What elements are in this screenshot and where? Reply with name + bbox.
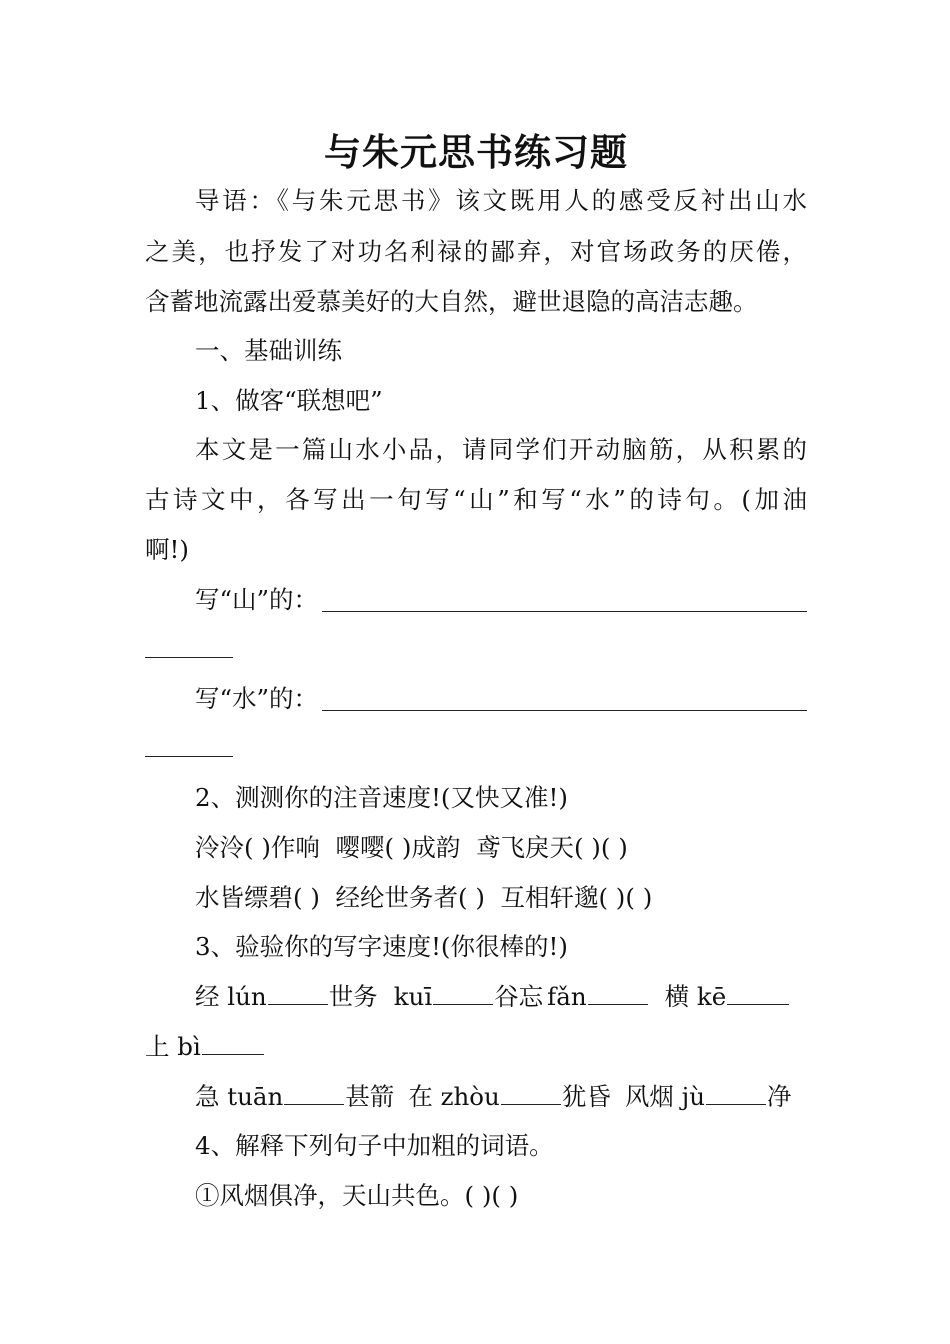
pinyin-item-lun: 经 lún 世务 bbox=[195, 982, 378, 1011]
write-blank-bi[interactable] bbox=[202, 1030, 264, 1055]
document-page bbox=[145, 0, 807, 1344]
answer-row-water-cont bbox=[145, 729, 807, 769]
question-3-row-1b bbox=[145, 1027, 807, 1067]
pinyin-item-ke: 横 kē bbox=[665, 977, 791, 1017]
pinyin-item-tuan: 急 tuān 甚箭 bbox=[195, 1082, 395, 1111]
answer-row-mountain bbox=[145, 580, 807, 620]
pinyin-item-bi: 上 bì bbox=[145, 1027, 265, 1067]
question-2-label: 2、测测你的注音速度!(又快又准!) bbox=[195, 783, 568, 812]
answer-blank-mountain-cont[interactable] bbox=[145, 631, 233, 658]
write-blank-kui[interactable] bbox=[433, 980, 493, 1005]
question-2-row-2: 水皆缥碧( ) 经纶世务者( ) 互相轩邈( )( ) bbox=[195, 883, 653, 912]
answer-row-mountain-cont bbox=[145, 630, 807, 670]
pinyin-item-ju: 风烟 jù 净 bbox=[624, 1082, 792, 1111]
intro-line-2: 之美，也抒发了对功名利禄的鄙弃，对官场政务的厌倦， bbox=[145, 237, 807, 266]
answer-blank-water-cont[interactable] bbox=[145, 730, 233, 757]
intro-line-3: 含蓄地流露出爱慕美好的大自然，避世退隐的高洁志趣。 bbox=[145, 287, 758, 316]
answer-label-water: 写“水”的： bbox=[195, 684, 319, 713]
question-3-row-2 bbox=[145, 1077, 807, 1117]
write-blank-zhou[interactable] bbox=[501, 1080, 561, 1105]
pinyin-item-kui: kuī 谷忘 bbox=[393, 982, 544, 1011]
answer-blank-mountain[interactable] bbox=[322, 589, 807, 612]
answer-blank-water[interactable] bbox=[322, 688, 807, 711]
question-4-label: 4、解释下列句子中加粗的词语。 bbox=[195, 1131, 554, 1160]
question-3-row-1 bbox=[145, 977, 807, 1017]
write-blank-ju[interactable] bbox=[706, 1080, 766, 1105]
question-1-text-1: 本文是一篇山水小品，请同学们开动脑筋，从积累的 bbox=[195, 435, 807, 464]
question-3-label: 3、验验你的写字速度!(你很棒的!) bbox=[195, 932, 568, 961]
write-blank-fan[interactable] bbox=[588, 980, 648, 1005]
question-1-label: 1、做客“联想吧” bbox=[195, 386, 383, 415]
write-blank-ke[interactable] bbox=[727, 980, 789, 1005]
section-heading-basic-training: 一、基础训练 bbox=[195, 336, 342, 365]
question-1-text-3: 啊!) bbox=[145, 535, 189, 564]
pinyin-item-fan: fǎn bbox=[547, 977, 648, 1017]
question-4-item-1: ①风烟俱净，天山共色。( )( ) bbox=[195, 1181, 519, 1210]
intro-line-1: 导语：《与朱元思书》该文既用人的感受反衬出山水 bbox=[195, 186, 807, 215]
document-title: 与朱元思书练习题 bbox=[324, 130, 628, 174]
answer-label-mountain: 写“山”的： bbox=[195, 585, 319, 614]
answer-row-water bbox=[145, 679, 807, 719]
question-1-text-2: 古诗文中，各写出一句写“山”和写“水”的诗句。(加油 bbox=[145, 485, 807, 514]
write-blank-lun[interactable] bbox=[268, 980, 328, 1005]
pinyin-item-zhou: 在 zhòu 犹昏 bbox=[408, 1082, 611, 1111]
write-blank-tuan[interactable] bbox=[284, 1080, 344, 1105]
question-2-row-1: 泠泠( )作响 嘤嘤( )成韵 鸢飞戾天( )( ) bbox=[195, 833, 628, 862]
